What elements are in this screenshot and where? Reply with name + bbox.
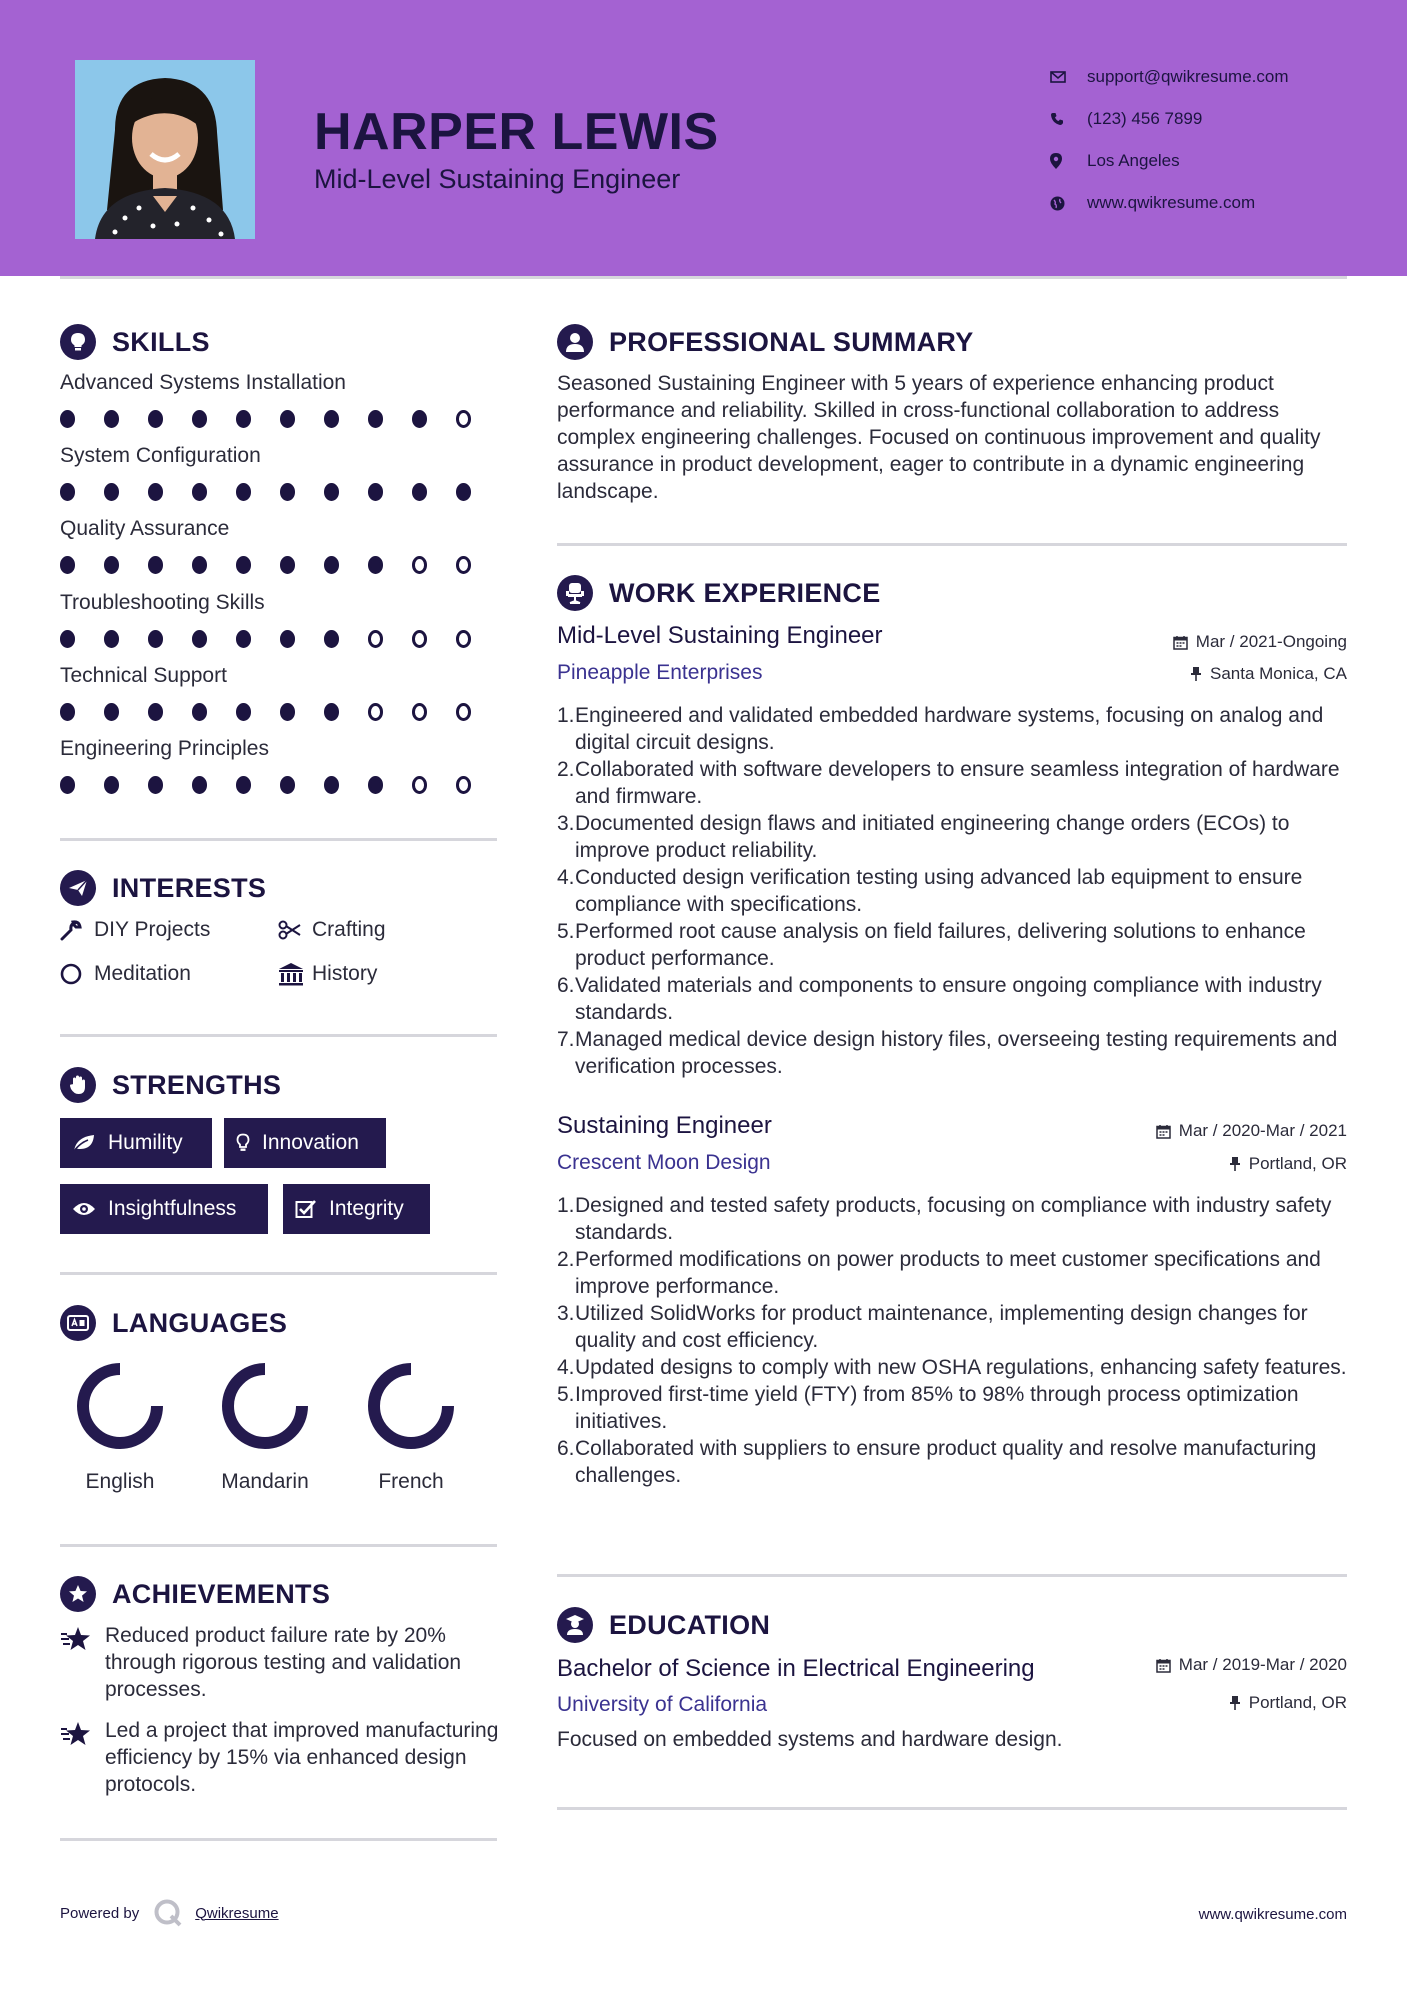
skill-label: Technical Support <box>60 664 227 687</box>
job-bullet <box>557 972 1347 1026</box>
achievement-item <box>60 1622 500 1703</box>
interest-label: Crafting <box>312 918 386 941</box>
strength-label: Integrity <box>329 1197 404 1220</box>
rating-dot-filled <box>148 483 163 501</box>
strength-label: Humility <box>108 1131 183 1154</box>
rating-dot-filled <box>412 483 427 501</box>
job-bullet <box>557 1435 1347 1489</box>
experience-heading <box>557 575 881 611</box>
calendar-icon <box>1156 1658 1171 1673</box>
rating-dot-filled <box>236 410 251 428</box>
job-dates-text: Mar / 2020-Mar / 2021 <box>1178 1121 1347 1140</box>
skill-rating <box>60 556 500 574</box>
skill-item <box>60 664 500 721</box>
interest-item <box>278 918 386 942</box>
calendar-icon <box>1156 1124 1171 1139</box>
rating-dot-empty <box>412 703 427 721</box>
achievements-title: ACHIEVEMENTS <box>112 1578 331 1609</box>
rating-dot-filled <box>60 776 75 794</box>
rating-dot-filled <box>456 483 471 501</box>
star-badge-icon <box>60 1576 96 1612</box>
job-location <box>1229 1154 1347 1174</box>
skill-item <box>60 371 500 428</box>
bullet-text: Collaborated with suppliers to ensure product quality and resolve manufacturing challenges. <box>575 1437 1317 1487</box>
achievement-text: Reduced product failure rate by 20% through rigorous testing and validation processes. <box>105 1624 462 1701</box>
education-location-text: Portland, OR <box>1248 1693 1347 1712</box>
language-card-icon <box>60 1305 96 1341</box>
footer-website[interactable]: www.qwikresume.com <box>1198 1906 1347 1923</box>
rating-dot-filled <box>324 703 339 721</box>
job-bullet <box>557 1354 1347 1381</box>
star-icon <box>60 1622 105 1703</box>
job-dates <box>1173 632 1347 652</box>
rating-dot-empty <box>456 410 471 428</box>
proficiency-arc <box>228 1369 302 1443</box>
star-icon <box>60 1717 105 1798</box>
lightbulb-icon <box>236 1133 250 1153</box>
bullet-number: 5. <box>557 920 575 943</box>
education-title: EDUCATION <box>609 1609 771 1640</box>
degree-title: Bachelor of Science in Electrical Engineering <box>557 1655 1035 1682</box>
proficiency-arc <box>83 1369 157 1443</box>
office-chair-icon <box>557 575 593 611</box>
qwikresume-link[interactable]: Qwikresume <box>195 1904 279 1922</box>
strength-label: Innovation <box>262 1131 359 1154</box>
language-proficiency-ring <box>72 1358 168 1454</box>
rating-dot-filled <box>104 703 119 721</box>
school-name: University of California <box>557 1693 768 1716</box>
job-dates-text: Mar / 2021-Ongoing <box>1195 632 1347 651</box>
rating-dot-filled <box>412 410 427 428</box>
graduate-icon <box>557 1607 593 1643</box>
strength-tag <box>224 1118 386 1168</box>
skill-item <box>60 444 500 501</box>
rating-dot-filled <box>192 483 207 501</box>
rating-dot-filled <box>280 776 295 794</box>
bullet-text: Performed modifications on power products to meet customer specifications and improve performance. <box>575 1248 1321 1298</box>
rating-dot-filled <box>324 630 339 648</box>
section-divider <box>557 543 1347 546</box>
rating-dot-filled <box>104 410 119 428</box>
rating-dot-empty <box>456 630 471 648</box>
section-divider <box>60 1272 497 1275</box>
bullet-number: 3. <box>557 1302 575 1325</box>
experience-title: WORK EXPERIENCE <box>609 577 881 608</box>
pushpin-icon <box>1190 666 1202 682</box>
strength-tag <box>60 1184 268 1234</box>
contact-location <box>1050 140 1390 182</box>
contact-email-text: support@qwikresume.com <box>1087 67 1289 86</box>
interests-title: INTERESTS <box>112 872 267 903</box>
bullet-number: 6. <box>557 974 575 997</box>
skill-item <box>60 591 500 648</box>
scissors-icon <box>278 920 312 940</box>
rating-dot-filled <box>368 483 383 501</box>
candidate-title: Mid-Level Sustaining Engineer <box>314 164 681 194</box>
job-bullet <box>557 756 1347 810</box>
bullet-text: Collaborated with software developers to ensure seamless integration of hardware and firmware. <box>575 758 1340 808</box>
bullet-number: 2. <box>557 1248 575 1271</box>
contact-email[interactable] <box>1050 56 1390 98</box>
rating-dot-filled <box>192 410 207 428</box>
section-divider <box>60 1544 497 1547</box>
language-proficiency-ring <box>363 1358 459 1454</box>
interests-heading <box>60 870 266 906</box>
job-bullet <box>557 810 1347 864</box>
rating-dot-filled <box>324 776 339 794</box>
bullet-text: Improved first-time yield (FTY) from 85% to 98% through process optimization initiatives. <box>575 1383 1299 1433</box>
strength-tag <box>283 1184 430 1234</box>
museum-icon <box>278 962 312 986</box>
bullet-text: Managed medical device design history files, overseeing testing requirements and verification processes. <box>575 1028 1338 1078</box>
job-location-text: Santa Monica, CA <box>1209 664 1347 683</box>
skill-label: System Configuration <box>60 444 261 467</box>
skill-label: Engineering Principles <box>60 737 269 760</box>
skill-item <box>60 737 500 794</box>
calendar-icon <box>1173 635 1188 650</box>
interest-label: Meditation <box>94 962 191 985</box>
skill-item <box>60 517 500 574</box>
rating-dot-filled <box>104 630 119 648</box>
rating-dot-filled <box>368 556 383 574</box>
checkbox-icon <box>295 1199 317 1219</box>
rating-dot-filled <box>148 630 163 648</box>
job-bullet <box>557 1246 1347 1300</box>
job-title: Mid-Level Sustaining Engineer <box>557 622 883 649</box>
user-icon <box>557 324 593 360</box>
language-item <box>205 1358 325 1494</box>
strengths-heading <box>60 1067 281 1103</box>
section-divider <box>557 1574 1347 1577</box>
skill-rating <box>60 410 500 428</box>
job-location <box>1190 664 1347 684</box>
skill-label: Advanced Systems Installation <box>60 371 346 394</box>
company-name: Pineapple Enterprises <box>557 661 763 684</box>
header-banner <box>0 0 1407 276</box>
rating-dot-filled <box>60 703 75 721</box>
bullet-number: 2. <box>557 758 575 781</box>
bullet-number: 4. <box>557 866 575 889</box>
section-divider <box>60 838 497 841</box>
language-item <box>60 1358 180 1494</box>
skill-label: Quality Assurance <box>60 517 230 540</box>
education-description: Focused on embedded systems and hardware design. <box>557 1728 1063 1751</box>
bullet-number: 1. <box>557 704 575 727</box>
rating-dot-filled <box>368 776 383 794</box>
rating-dot-filled <box>60 410 75 428</box>
rating-dot-empty <box>368 703 383 721</box>
rating-dot-filled <box>280 630 295 648</box>
rating-dot-filled <box>192 556 207 574</box>
interest-item <box>278 962 377 986</box>
rating-dot-filled <box>104 776 119 794</box>
rating-dot-empty <box>456 556 471 574</box>
bullet-number: 7. <box>557 1028 575 1051</box>
candidate-name: HARPER LEWIS <box>314 103 719 161</box>
company-name: Crescent Moon Design <box>557 1151 771 1174</box>
proficiency-arc <box>374 1369 448 1443</box>
rating-dot-filled <box>60 630 75 648</box>
rating-dot-filled <box>236 483 251 501</box>
rating-dot-filled <box>60 483 75 501</box>
language-label: English <box>85 1470 155 1493</box>
rating-dot-filled <box>236 776 251 794</box>
header-divider <box>60 276 1347 279</box>
rating-dot-filled <box>192 703 207 721</box>
summary-text: Seasoned Sustaining Engineer with 5 years of experience enhancing product performance and reliability. Skilled in cross-functional collaboration to address complex engineering challenges. Focused on continuous improvement and quality assurance in product development, eager to contribute in a dynamic engineering landscape. <box>557 372 1321 503</box>
phone-icon <box>1050 112 1087 126</box>
rating-dot-empty <box>456 703 471 721</box>
language-proficiency-ring <box>217 1358 313 1454</box>
rating-dot-filled <box>148 556 163 574</box>
job-bullet <box>557 702 1347 756</box>
rating-dot-filled <box>280 556 295 574</box>
rating-dot-empty <box>412 556 427 574</box>
contact-list <box>1050 56 1390 224</box>
hand-icon <box>60 1067 96 1103</box>
bullet-text: Validated materials and components to ensure ongoing compliance with industry standards. <box>575 974 1322 1024</box>
bullet-number: 1. <box>557 1194 575 1217</box>
job-title: Sustaining Engineer <box>557 1112 772 1139</box>
rating-dot-empty <box>412 630 427 648</box>
rating-dot-filled <box>60 556 75 574</box>
rating-dot-filled <box>148 703 163 721</box>
summary-heading <box>557 324 974 360</box>
bullet-text: Engineered and validated embedded hardware systems, focusing on analog and digital circuit designs. <box>575 704 1324 754</box>
rating-dot-filled <box>324 410 339 428</box>
rating-dot-filled <box>104 556 119 574</box>
interest-label: DIY Projects <box>94 918 211 941</box>
paper-plane-icon <box>60 870 96 906</box>
profile-photo <box>75 60 255 239</box>
bullet-number: 6. <box>557 1437 575 1460</box>
skill-rating <box>60 630 500 648</box>
job-bullets <box>557 702 1347 1080</box>
rating-dot-filled <box>236 630 251 648</box>
circle-icon <box>60 963 94 985</box>
education-dates <box>1156 1655 1347 1675</box>
rating-dot-filled <box>280 410 295 428</box>
section-divider <box>60 1838 497 1841</box>
rating-dot-filled <box>280 483 295 501</box>
lightbulb-icon <box>60 324 96 360</box>
pushpin-icon <box>1229 1156 1241 1172</box>
strength-tag <box>60 1118 212 1168</box>
rating-dot-filled <box>192 776 207 794</box>
languages-title: LANGUAGES <box>112 1307 288 1338</box>
rating-dot-empty <box>368 630 383 648</box>
job-bullet <box>557 1300 1347 1354</box>
skill-rating <box>60 776 500 794</box>
rating-dot-empty <box>412 776 427 794</box>
skill-rating <box>60 703 500 721</box>
rating-dot-filled <box>104 483 119 501</box>
bullet-text: Performed root cause analysis on field failures, delivering solutions to enhance product performance. <box>575 920 1306 970</box>
rating-dot-filled <box>324 556 339 574</box>
education-location <box>1229 1693 1347 1713</box>
rating-dot-filled <box>236 556 251 574</box>
section-divider <box>60 1034 497 1037</box>
qwikresume-logo-icon <box>153 1898 183 1928</box>
rating-dot-filled <box>236 703 251 721</box>
footer-powered-by <box>60 1898 279 1928</box>
job-bullet <box>557 1026 1347 1080</box>
rating-dot-filled <box>368 410 383 428</box>
achievement-text: Led a project that improved manufacturing efficiency by 15% via enhanced design protocols. <box>105 1719 499 1796</box>
skills-heading <box>60 324 210 360</box>
wrench-icon <box>60 919 94 941</box>
rating-dot-filled <box>324 483 339 501</box>
job-dates <box>1156 1121 1347 1141</box>
rating-dot-filled <box>280 703 295 721</box>
contact-phone[interactable] <box>1050 98 1390 140</box>
bullet-number: 5. <box>557 1383 575 1406</box>
bullet-number: 3. <box>557 812 575 835</box>
job-bullet <box>557 1192 1347 1246</box>
contact-website-text: www.qwikresume.com <box>1087 193 1256 212</box>
bullet-text: Conducted design verification testing using advanced lab equipment to ensure compliance with specifications. <box>575 866 1303 916</box>
interest-item <box>60 918 210 942</box>
eye-icon <box>72 1201 96 1217</box>
bullet-text: Documented design flaws and initiated engineering change orders (ECOs) to improve product reliability. <box>575 812 1290 862</box>
strength-label: Insightfulness <box>108 1197 237 1220</box>
pushpin-icon <box>1229 1695 1241 1711</box>
interest-item <box>60 962 191 986</box>
bullet-text: Designed and tested safety products, focusing on compliance with industry safety standards. <box>575 1194 1332 1244</box>
interest-label: History <box>312 962 378 985</box>
job-bullet <box>557 1381 1347 1435</box>
strengths-title: STRENGTHS <box>112 1069 282 1100</box>
contact-phone-text: (123) 456 7899 <box>1087 109 1203 128</box>
bullet-number: 4. <box>557 1356 575 1379</box>
skill-label: Troubleshooting Skills <box>60 591 265 614</box>
leaf-icon <box>72 1133 96 1153</box>
powered-by-label: Powered by <box>60 1904 140 1922</box>
language-label: Mandarin <box>221 1470 309 1493</box>
contact-website[interactable] <box>1050 182 1390 224</box>
globe-icon <box>1050 196 1087 211</box>
language-item <box>351 1358 471 1494</box>
education-dates-text: Mar / 2019-Mar / 2020 <box>1178 1655 1347 1674</box>
job-bullet <box>557 918 1347 972</box>
summary-title: PROFESSIONAL SUMMARY <box>609 326 974 357</box>
contact-location-text: Los Angeles <box>1087 151 1180 170</box>
achievements-heading <box>60 1576 330 1612</box>
skill-rating <box>60 483 500 501</box>
section-divider <box>557 1807 1347 1810</box>
bullet-text: Utilized SolidWorks for product maintenance, implementing design changes for quality and cost efficiency. <box>575 1302 1308 1352</box>
job-location-text: Portland, OR <box>1248 1154 1347 1173</box>
job-bullets <box>557 1192 1347 1489</box>
bullet-text: Updated designs to comply with new OSHA regulations, enhancing safety features. <box>575 1356 1347 1379</box>
rating-dot-filled <box>148 410 163 428</box>
languages-heading <box>60 1305 287 1341</box>
skills-title: SKILLS <box>112 326 210 357</box>
achievement-item <box>60 1717 500 1798</box>
map-pin-icon <box>1050 153 1087 169</box>
rating-dot-filled <box>148 776 163 794</box>
education-heading <box>557 1607 770 1643</box>
job-bullet <box>557 864 1347 918</box>
envelope-icon <box>1050 71 1087 83</box>
language-label: French <box>378 1470 444 1493</box>
rating-dot-filled <box>192 630 207 648</box>
rating-dot-empty <box>456 776 471 794</box>
